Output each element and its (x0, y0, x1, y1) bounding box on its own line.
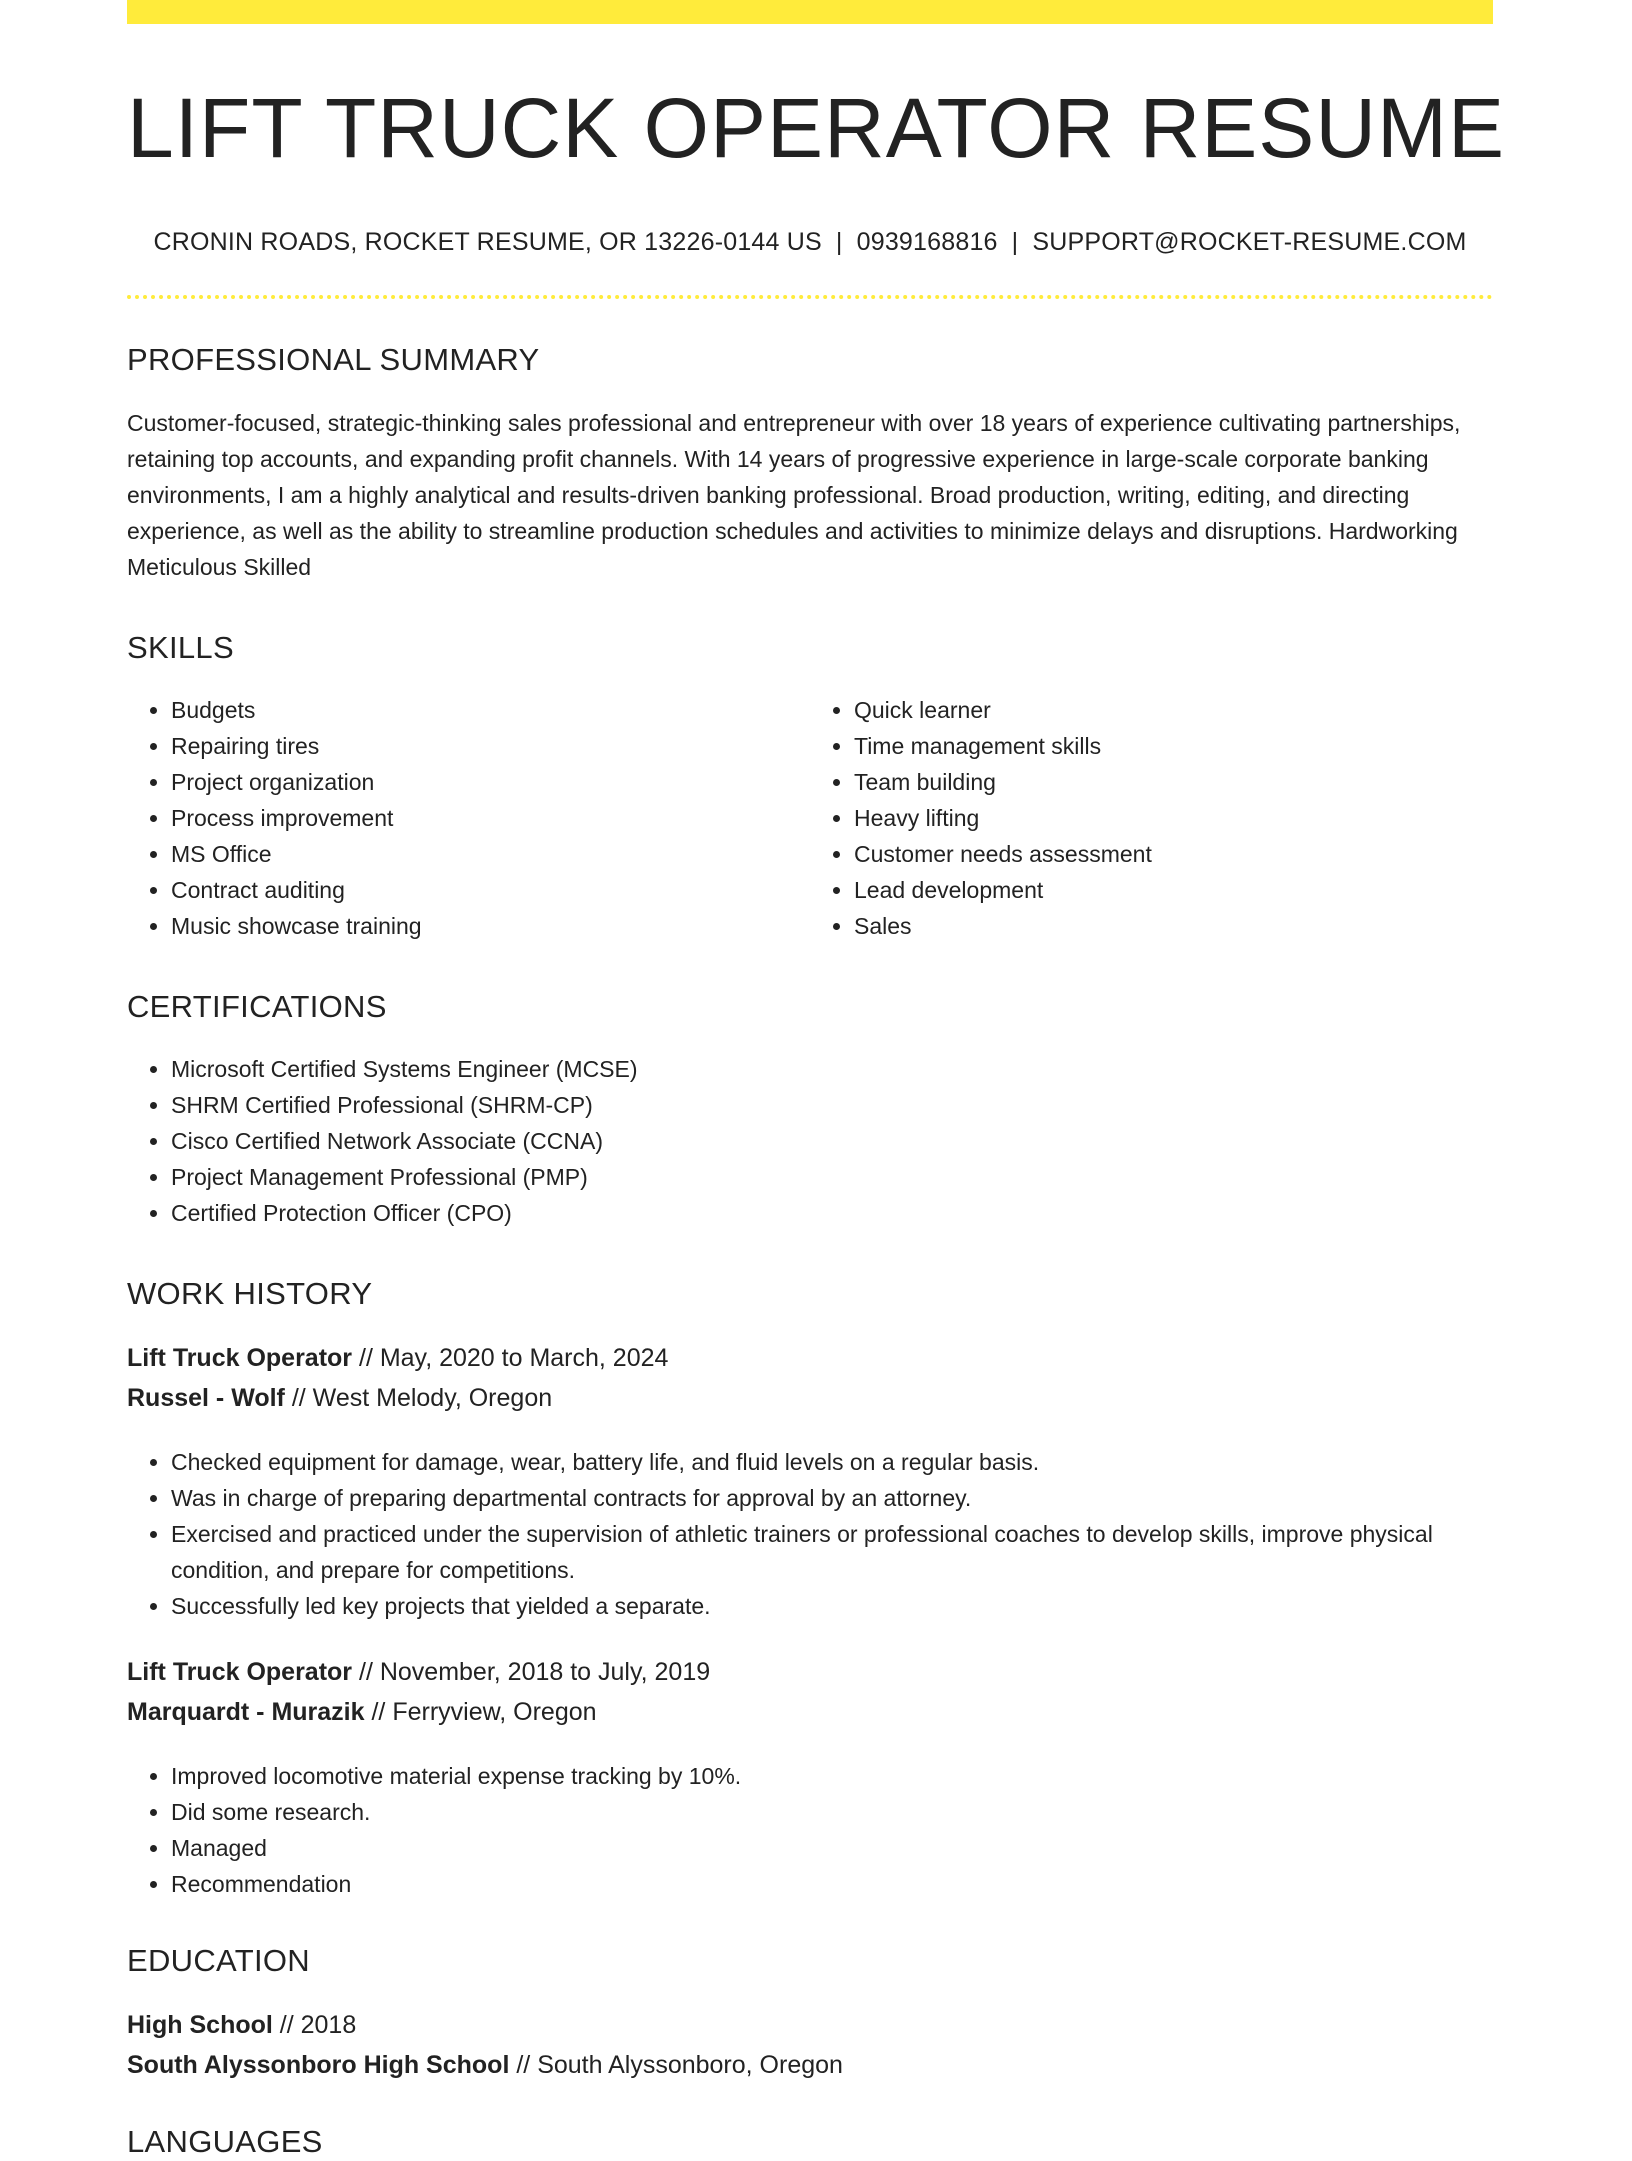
education-degree-line (127, 2005, 1493, 2045)
list-item: • Cisco Certified Network Associate (CCNA) (171, 1123, 1493, 1159)
summary-heading: PROFESSIONAL SUMMARY (127, 342, 540, 378)
contact-phone: 0939168816 (856, 228, 998, 257)
list-item: • SHRM Certified Professional (SHRM-CP) (171, 1087, 1493, 1123)
job-company: Marquardt - Murazik (127, 1698, 365, 1727)
list-item: • Did some research. (171, 1794, 1493, 1830)
job-location: // West Melody, Oregon (284, 1384, 553, 1413)
list-item: • Team building (854, 764, 1493, 800)
skills-grid (127, 692, 1493, 944)
list-item: • Checked equipment for damage, wear, battery life, and fluid levels on a regular basis. (171, 1444, 1493, 1480)
skills-heading: SKILLS (127, 629, 234, 665)
contact-address: CRONIN ROADS, ROCKET RESUME, OR 13226-0144 US (153, 228, 822, 257)
list-item: • Budgets (171, 692, 810, 728)
list-item: • MS Office (171, 836, 810, 872)
job-company-line (127, 1378, 1493, 1418)
certifications-list (127, 1051, 1493, 1231)
skills-list-right (810, 692, 1493, 944)
contact-separator: | (835, 228, 843, 257)
education-school-line (127, 2045, 1493, 2085)
list-item: • Lead development (854, 872, 1493, 908)
job-company-line (127, 1692, 1493, 1732)
job-title-line (127, 1338, 1493, 1378)
contact-line (127, 228, 1493, 257)
job-dates: // November, 2018 to July, 2019 (352, 1658, 711, 1687)
job-bullets (127, 1444, 1493, 1624)
list-item: • Was in charge of preparing departmental contracts for approval by an attorney. (171, 1480, 1493, 1516)
list-item: • Managed (171, 1830, 1493, 1866)
certifications-heading: CERTIFICATIONS (127, 988, 387, 1024)
education-school: South Alyssonboro High School (127, 2051, 510, 2080)
list-item: • Improved locomotive material expense tracking by 10%. (171, 1758, 1493, 1794)
list-item: • Repairing tires (171, 728, 810, 764)
list-item: • Successfully led key projects that yielded a separate. (171, 1588, 1493, 1624)
resume-title: LIFT TRUCK OPERATOR RESUME (127, 81, 1505, 175)
job-dates: // May, 2020 to March, 2024 (352, 1344, 669, 1373)
job-title-line (127, 1652, 1493, 1692)
list-item: • Music showcase training (171, 908, 810, 944)
work-history-heading: WORK HISTORY (127, 1275, 373, 1311)
list-item: • Quick learner (854, 692, 1493, 728)
education-degree: High School (127, 2011, 273, 2040)
list-item: • Recommendation (171, 1866, 1493, 1902)
list-item: • Project Management Professional (PMP) (171, 1159, 1493, 1195)
skills-list-left (127, 692, 810, 944)
job-spacer (127, 1624, 1493, 1640)
job-title: Lift Truck Operator (127, 1344, 353, 1373)
list-item: • Heavy lifting (854, 800, 1493, 836)
education-year: // 2018 (272, 2011, 357, 2040)
summary-text: Customer-focused, strategic-thinking sales professional and entrepreneur with over 18 years of experience cultivating partnerships, retaining top accounts, and expanding profit channels. With 14 years of progressive experience in large-scale corporate banking environments, I am a highly analytical and results-driven banking professional. Broad production, writing, editing, and directing experience, as well as the ability to streamline production schedules and activities to minimize delays and disruptions. Hardworking Meticulous Skilled (127, 409, 1461, 580)
list-item: • Microsoft Certified Systems Engineer (MCSE) (171, 1051, 1493, 1087)
list-item: • Sales (854, 908, 1493, 944)
list-item: • Certified Protection Officer (CPO) (171, 1195, 1493, 1231)
education-heading: EDUCATION (127, 1943, 310, 1979)
list-item: • Process improvement (171, 800, 810, 836)
job-title: Lift Truck Operator (127, 1658, 353, 1687)
dotted-divider (127, 295, 1493, 299)
job-bullets (127, 1758, 1493, 1902)
contact-email: SUPPORT@ROCKET-RESUME.COM (1032, 228, 1467, 257)
list-item: • Time management skills (854, 728, 1493, 764)
list-item: • Contract auditing (171, 872, 810, 908)
languages-heading: LANGUAGES (127, 2124, 323, 2160)
education-location: // South Alyssonboro, Oregon (509, 2051, 843, 2080)
resume-page (127, 0, 1505, 2161)
list-item: • Customer needs assessment (854, 836, 1493, 872)
job-company: Russel - Wolf (127, 1384, 285, 1413)
list-item: • Exercised and practiced under the supervision of athletic trainers or professional coaches to develop skills, improve physical condition, and prepare for competitions. (171, 1516, 1493, 1588)
job-location: // Ferryview, Oregon (364, 1698, 597, 1727)
accent-bar (127, 0, 1493, 24)
list-item: • Project organization (171, 764, 810, 800)
contact-separator: | (1011, 228, 1019, 257)
